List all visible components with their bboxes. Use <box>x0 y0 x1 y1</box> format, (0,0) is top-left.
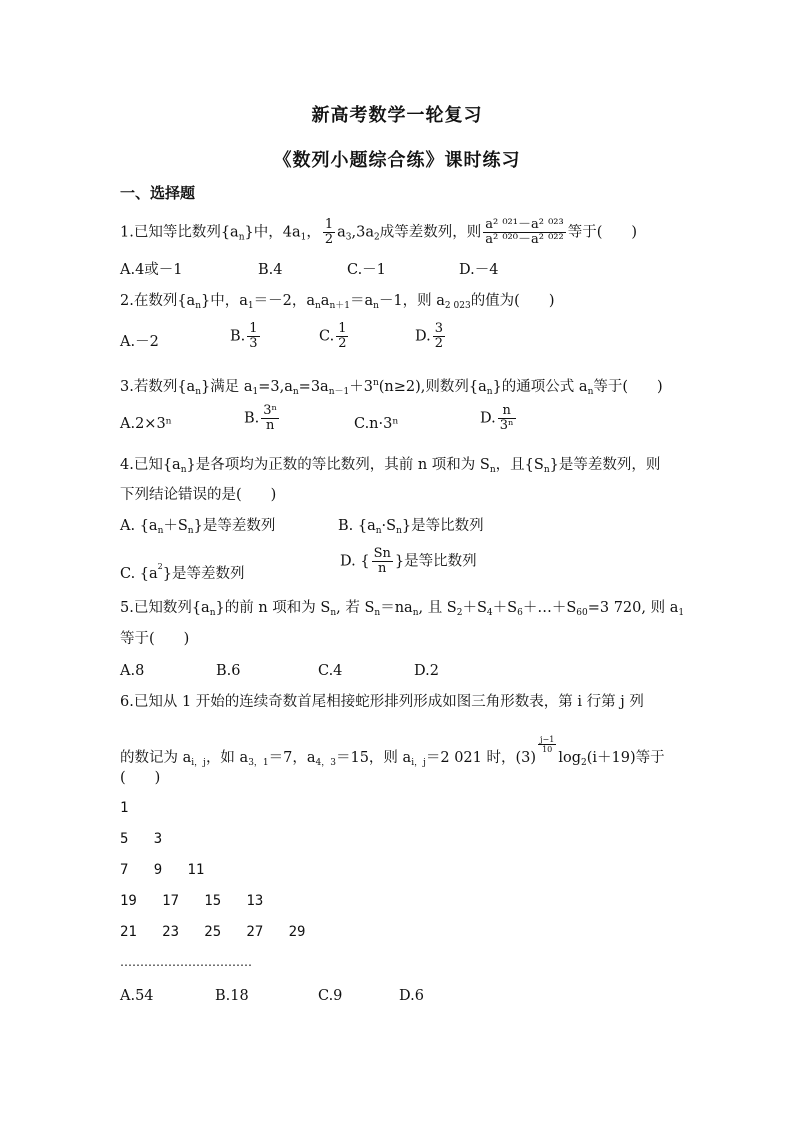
q4-option-c: C. $\{a^2\}$是等差数列 <box>120 562 245 582</box>
page-subtitle: 《数列小题综合练》课时练习 <box>273 150 521 171</box>
q5-option-a: A.8 <box>120 663 145 679</box>
section-heading: 一、选择题 <box>120 184 196 202</box>
q4-option-d: D. { $\frac{Sn}{n}$ }是等比数列 <box>340 546 477 576</box>
fraction-ratio: $\frac{\text{a² ⁰²¹－a² ⁰²³}}{\text{a² ⁰²⁰－a² ⁰²²}}$ <box>485 217 564 247</box>
question-6-line-2: 的数记为 $a_{i,j}$，如 $a_{3,1}=7$，$a_{4,3}=15$，则 $a_{i,j}=2$ 021 时，(3) $\frac{j-1}{10}$ $\log_2(i+19)$等于 <box>120 735 665 768</box>
page-title: 新高考数学一轮复习 <box>311 105 483 126</box>
q3-option-d: D. $\frac{n}{\text{3ⁿ}}$ <box>480 403 514 433</box>
q2-option-b: B. $\frac{1}{3}$ <box>230 321 258 351</box>
q1-option-d: D.－4 <box>459 262 499 278</box>
q4-option-b: B. $\{a_n\cdot S_n\}$是等比数列 <box>338 518 484 536</box>
question-4-line-1: 4.已知$\{a_n\}$是各项均为正数的等比数列，其前 n 项和为 $S_n$，且$\{S_n\}$是等差数列，则 <box>120 457 661 475</box>
question-1: 1.已知等比数列$\{a_n\}$中，$4a_1$， $\frac{1}{2}$ $a_3,3a_2$成等差数列，则 $\frac{\text{a² ⁰²¹－a² ⁰²³}}{\text{a² ⁰²⁰－a² ⁰²²}}$ 等于( ) <box>120 217 638 247</box>
question-2: 2.在数列$\{a_n\}$中，$a_1=-2$，$a_na_{n+1}=a_n-1$，则 $a_{2 023}$的值为( ) <box>120 293 555 311</box>
fraction-half: $\frac{1}{2}$ <box>324 217 334 247</box>
q1-option-a: A.4或－1 <box>120 262 183 278</box>
q2-option-c: C. $\frac{1}{2}$ <box>319 321 347 351</box>
q6-option-c: C.9 <box>318 988 343 1004</box>
q6-option-d: D.6 <box>399 988 424 1004</box>
question-5-line-2: 等于( ) <box>120 631 190 647</box>
q3-option-b: B. $\frac{\text{3ⁿ}}{n}$ <box>244 403 278 433</box>
q1-option-c: C.－1 <box>347 262 386 278</box>
question-6-line-1: 6.已知从 1 开始的连续奇数首尾相接蛇形排列形成如图三角形数表，第 i 行第 j 列 <box>120 694 644 710</box>
q4-option-a: A. $\{a_n+S_n\}$是等差数列 <box>120 518 276 536</box>
q1-option-b: B.4 <box>258 262 283 278</box>
question-4-line-2: 下列结论错误的是( ) <box>120 487 277 503</box>
q5-option-d: D.2 <box>414 663 439 679</box>
q3-option-a: A.2×3ⁿ <box>120 416 172 432</box>
q6-option-a: A.54 <box>120 988 154 1004</box>
q2-option-a: A.－2 <box>120 334 159 350</box>
q3-option-c: C.n·3ⁿ <box>354 416 399 432</box>
triangle-row-5: 21 23 25 27 29 <box>120 924 306 940</box>
triangle-ellipsis: …………………………… <box>120 955 252 969</box>
question-6-line-3: ( ) <box>120 770 161 786</box>
triangle-row-2: 5 3 <box>120 831 163 847</box>
triangle-row-4: 19 17 15 13 <box>120 893 264 909</box>
q6-option-b: B.18 <box>215 988 249 1004</box>
triangle-row-1: 1 <box>120 800 129 816</box>
q5-option-b: B.6 <box>216 663 241 679</box>
triangle-row-3: 7 9 11 <box>120 862 205 878</box>
exponent-fraction: $\frac{j-1}{10}$ <box>540 735 555 754</box>
question-3: 3.若数列$\{a_n\}$满足 $a_1=3,a_n=3a_{n-1}+3^n(n\ge 2)$,则数列$\{a_n\}$的通项公式 $a_n$等于( ) <box>120 378 663 397</box>
q2-option-d: D. $\frac{3}{2}$ <box>415 321 443 351</box>
q5-option-c: C.4 <box>318 663 343 679</box>
question-5-line-1: 5.已知数列$\{a_n\}$的前 n 项和为 $S_n$, 若 $S_n=na_n$, 且 $S_2+S_4+S_6+\dots+S_{60}=3$ 720, 则 $a_1$ <box>120 600 685 618</box>
